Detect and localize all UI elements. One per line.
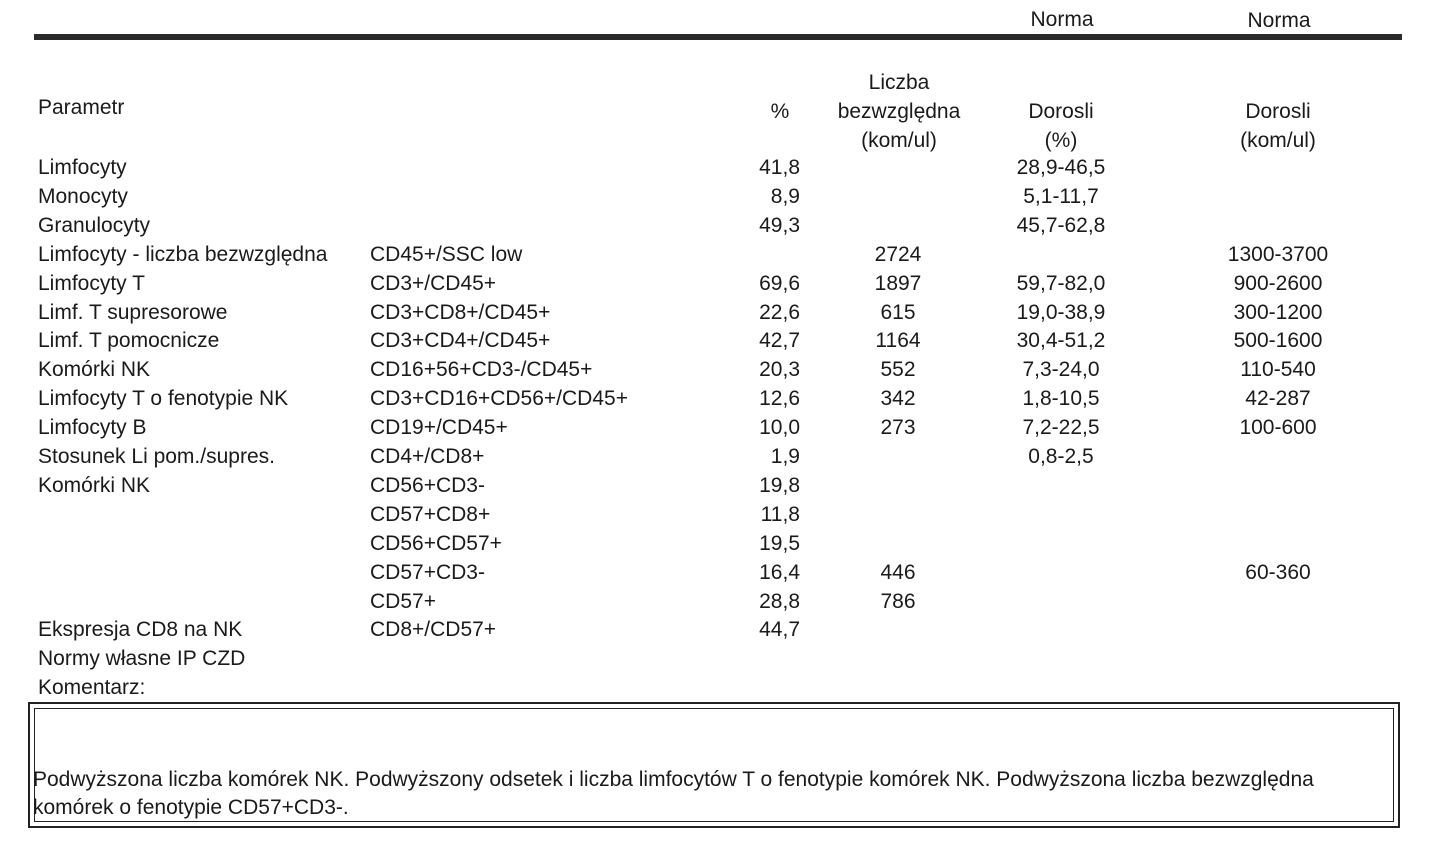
norma-label-abs: Norma <box>1247 9 1311 32</box>
row-marker: CD57+CD8+ <box>370 502 491 526</box>
row-norm-absolute: 100-600 <box>1239 416 1317 440</box>
row-absolute-count: 2724 <box>874 242 922 266</box>
row-percent: 22,6 <box>759 300 800 324</box>
row-norm-percent: 7,2-22,5 <box>1022 416 1100 440</box>
row-parameter: Limf. T pomocnicze <box>38 329 220 353</box>
table-row <box>0 644 1453 673</box>
row-norm-percent: 45,7-62,8 <box>1016 213 1106 237</box>
row-parameter: Limfocyty T o fenotypie NK <box>38 387 289 411</box>
table-row <box>0 471 1453 500</box>
row-absolute-count: 786 <box>880 589 916 613</box>
row-marker: CD3+CD8+/CD45+ <box>370 300 551 324</box>
row-parameter: Komórki NK <box>38 358 151 382</box>
row-parameter: Komentarz: <box>38 676 146 700</box>
column-header-norm-pct <box>990 97 1132 155</box>
row-marker: CD57+CD3- <box>370 560 485 584</box>
row-norm-absolute: 60-360 <box>1245 560 1311 584</box>
row-percent: 49,3 <box>759 213 800 237</box>
row-parameter: Limfocyty - liczba bezwzględna <box>38 242 328 266</box>
row-percent: 19,8 <box>759 473 800 497</box>
row-norm-absolute: 42-287 <box>1245 387 1311 411</box>
row-parameter: Limf. T supresorowe <box>38 300 228 324</box>
table-row <box>0 326 1453 355</box>
row-marker: CD8+/CD57+ <box>370 618 497 642</box>
column-header-abs-line1: Liczba <box>868 71 930 94</box>
row-marker: CD3+CD4+/CD45+ <box>370 329 551 353</box>
row-parameter: Limfocyty B <box>38 416 147 440</box>
row-norm-percent: 5,1-11,7 <box>1023 184 1099 208</box>
column-header-norm-abs <box>1205 97 1351 155</box>
row-norm-percent: 28,9-46,5 <box>1016 156 1106 179</box>
comment-box <box>28 702 1400 828</box>
row-parameter: Normy własne IP CZD <box>38 647 246 671</box>
column-header-norm-pct-line1: Dorosli <box>1028 100 1094 123</box>
row-parameter: Komórki NK <box>38 473 151 497</box>
row-percent: 16,4 <box>759 560 800 584</box>
table-row <box>0 673 1453 702</box>
header-rule <box>34 34 1402 40</box>
row-norm-absolute: 500-1600 <box>1233 329 1323 353</box>
row-percent: 69,6 <box>759 271 800 295</box>
row-percent: 8,9 <box>770 184 800 208</box>
column-header-parametr: Parametr <box>38 96 125 119</box>
table-row <box>0 240 1453 269</box>
row-absolute-count: 446 <box>880 560 916 584</box>
row-percent: 20,3 <box>759 358 800 382</box>
row-percent: 42,7 <box>759 329 800 353</box>
table-row <box>0 298 1453 327</box>
column-header-abs-line2: bezwzględna <box>837 100 961 123</box>
row-norm-percent: 7,3-24,0 <box>1022 358 1100 382</box>
row-norm-percent: 19,0-38,9 <box>1016 300 1106 324</box>
table-row <box>0 529 1453 558</box>
table-row <box>0 587 1453 616</box>
table-row <box>0 153 1453 182</box>
row-percent: 1,9 <box>770 445 800 468</box>
table-row <box>0 558 1453 587</box>
row-parameter: Stosunek Li pom./supres. <box>38 445 275 468</box>
row-absolute-count: 273 <box>880 416 916 440</box>
row-absolute-count: 615 <box>880 300 916 324</box>
row-marker: CD16+56+CD3-/CD45+ <box>370 358 593 382</box>
table-row <box>0 413 1453 442</box>
norma-label-pct: Norma <box>1030 8 1094 31</box>
row-marker: CD57+ <box>370 589 436 613</box>
column-header-abs <box>826 68 972 155</box>
table-row <box>0 211 1453 240</box>
row-percent: 10,0 <box>759 416 800 440</box>
row-marker: CD45+/SSC low <box>370 242 523 266</box>
table-row <box>0 269 1453 298</box>
row-marker: CD19+/CD45+ <box>370 416 508 440</box>
row-parameter: Granulocyty <box>38 213 151 237</box>
column-header-norm-pct-line2: (%) <box>1044 129 1078 152</box>
row-norm-percent: 30,4-51,2 <box>1016 329 1106 353</box>
column-header-abs-line3: (kom/ul) <box>861 129 937 152</box>
row-parameter: Limfocyty <box>38 156 127 179</box>
row-marker: CD3+CD16+CD56+/CD45+ <box>370 387 628 411</box>
row-norm-absolute: 900-2600 <box>1233 271 1323 295</box>
column-header-norm-abs-line2: (kom/ul) <box>1240 129 1316 152</box>
row-percent: 41,8 <box>759 156 800 179</box>
comment-text: Podwyższona liczba komórek NK. Podwyższony odsetek i liczba limfocytów T o fenotypie komórek NK. Podwyższona liczba bezwzględna komórek o fenotypie CD57+CD3-. <box>33 768 1314 819</box>
row-absolute-count: 342 <box>880 387 916 411</box>
row-marker: CD56+CD3- <box>370 473 485 497</box>
column-header-pct: % <box>770 100 790 123</box>
row-parameter: Limfocyty T <box>38 271 145 295</box>
row-percent: 44,7 <box>759 618 800 642</box>
table-row <box>0 182 1453 211</box>
row-norm-percent: 0,8-2,5 <box>1028 445 1094 468</box>
row-percent: 12,6 <box>759 387 800 411</box>
row-norm-absolute: 1300-3700 <box>1227 242 1329 266</box>
row-norm-percent: 1,8-10,5 <box>1022 387 1100 411</box>
row-percent: 28,8 <box>759 589 800 613</box>
row-norm-percent: 59,7-82,0 <box>1016 271 1106 295</box>
row-marker: CD56+CD57+ <box>370 531 502 555</box>
table-row <box>0 500 1453 529</box>
column-header-norm-abs-line1: Dorosli <box>1245 100 1311 123</box>
row-absolute-count: 1164 <box>875 329 921 353</box>
row-parameter: Ekspresja CD8 na NK <box>38 618 243 642</box>
row-absolute-count: 552 <box>880 358 916 382</box>
row-norm-absolute: 110-540 <box>1240 358 1316 382</box>
row-norm-absolute: 300-1200 <box>1233 300 1323 324</box>
row-parameter: Monocyty <box>38 184 128 208</box>
row-marker: CD3+/CD45+ <box>370 271 497 295</box>
table-row <box>0 615 1453 644</box>
row-percent: 11,8 <box>760 502 800 526</box>
row-percent: 19,5 <box>759 531 800 555</box>
table-row <box>0 355 1453 384</box>
row-marker: CD4+/CD8+ <box>370 445 485 468</box>
table-row <box>0 384 1453 413</box>
row-absolute-count: 1897 <box>874 271 922 295</box>
table-row <box>0 442 1453 471</box>
